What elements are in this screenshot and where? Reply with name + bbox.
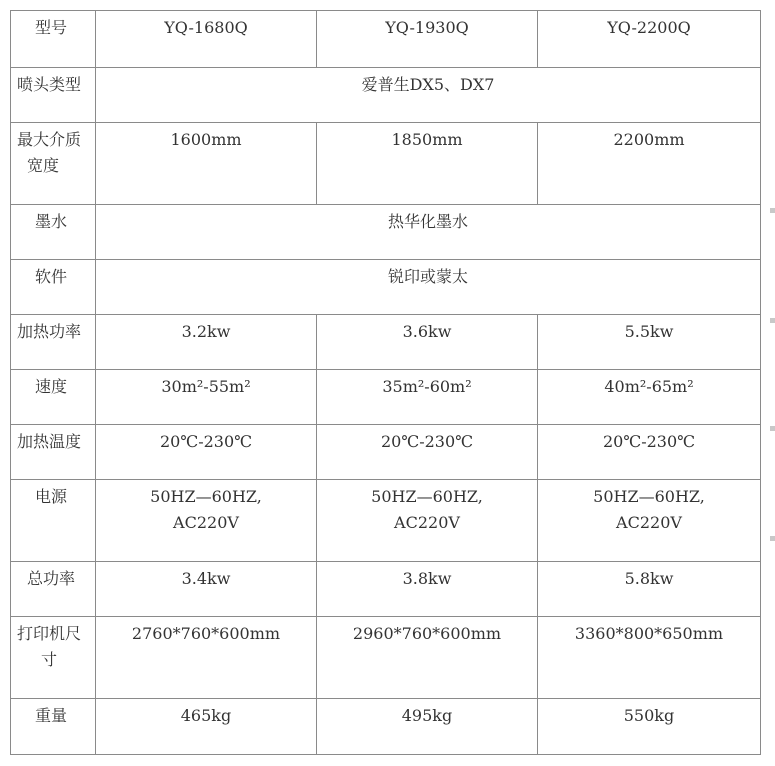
row-model [11,11,761,68]
label-ink: 墨水 [11,205,96,260]
label-model [11,11,96,68]
label-nozzle-type: 喷头类型 [11,68,96,123]
cell-model-2200: YQ-2200Q [538,11,761,68]
label-max-media-width [11,123,96,205]
row-power-supply [11,480,761,562]
row-max-media-width [11,123,761,205]
cell-size-1930: 2960*760*600mm [317,617,538,699]
spec-table [10,10,761,755]
edge-mark [770,536,775,541]
cell-heating-power-1930: 3.6kw [317,315,538,370]
cell-model-1930: YQ-1930Q [317,11,538,68]
row-speed [11,370,761,425]
row-heating-power [11,315,761,370]
cell-temp-1930: 20℃-230℃ [317,425,538,480]
cell-total-power-1680: 3.4kw [96,562,317,617]
cell-total-power-1930: 3.8kw [317,562,538,617]
label-max-media-width-line1: 最大介质 [17,130,82,149]
label-power-supply: 电源 [11,480,96,562]
label-printer-size-line2: 寸 [41,650,58,669]
row-weight [11,699,761,755]
row-nozzle-type [11,68,761,123]
label-speed: 速度 [11,370,96,425]
label-heating-power: 加热功率 [11,315,96,370]
label-printer-size [11,617,96,699]
cell-power-1680-line1: 50HZ—60HZ, [150,487,262,506]
cell-power-2200 [538,480,761,562]
edge-mark [770,426,775,431]
cell-weight-1930: 495kg [317,699,538,755]
cell-power-1930-line1: 50HZ—60HZ, [371,487,483,506]
row-ink [11,205,761,260]
label-weight: 重量 [11,699,96,755]
cell-power-2200-line2: AC220V [616,513,682,532]
cell-weight-2200: 550kg [538,699,761,755]
label-heating-temperature: 加热温度 [11,425,96,480]
cell-width-1930: 1850mm [317,123,538,205]
edge-mark [770,208,775,213]
cell-model-1680: YQ-1680Q [96,11,317,68]
cell-temp-1680: 20℃-230℃ [96,425,317,480]
cell-software: 锐印或蒙太 [96,260,761,315]
cell-power-2200-line1: 50HZ—60HZ, [593,487,705,506]
label-total-power: 总功率 [11,562,96,617]
cell-width-2200: 2200mm [538,123,761,205]
cell-ink: 热华化墨水 [96,205,761,260]
cell-nozzle-type: 爱普生DX5、DX7 [96,68,761,123]
row-printer-size [11,617,761,699]
cell-temp-2200: 20℃-230℃ [538,425,761,480]
cell-heating-power-2200: 5.5kw [538,315,761,370]
cell-power-1680-line2: AC220V [173,513,239,532]
label-model-text: 型号 [35,18,68,37]
cell-heating-power-1680: 3.2kw [96,315,317,370]
cell-power-1930-line2: AC220V [394,513,460,532]
cell-power-1680 [96,480,317,562]
row-heating-temperature [11,425,761,480]
cell-total-power-2200: 5.8kw [538,562,761,617]
cell-speed-2200: 40m²-65m² [538,370,761,425]
row-software [11,260,761,315]
cell-speed-1680: 30m²-55m² [96,370,317,425]
row-total-power [11,562,761,617]
edge-mark [770,318,775,323]
cell-speed-1930: 35m²-60m² [317,370,538,425]
label-printer-size-line1: 打印机尺 [17,624,82,643]
cell-weight-1680: 465kg [96,699,317,755]
cell-size-1680: 2760*760*600mm [96,617,317,699]
cell-size-2200: 3360*800*650mm [538,617,761,699]
label-max-media-width-line2: 宽度 [27,156,60,175]
label-software: 软件 [11,260,96,315]
cell-power-1930 [317,480,538,562]
cell-width-1680: 1600mm [96,123,317,205]
